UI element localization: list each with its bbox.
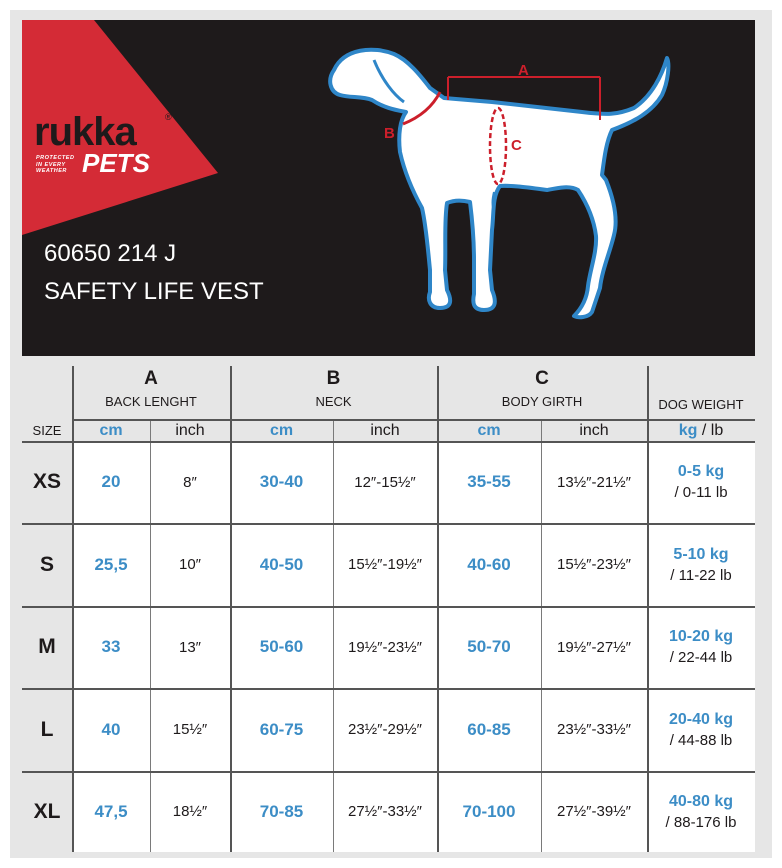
back-length-inch-value: 10″ <box>179 556 201 573</box>
size-cell-value: XL <box>33 799 61 823</box>
body-girth-cm-value: 70-100 <box>462 801 516 821</box>
size-header-text: SIZE <box>32 423 62 438</box>
measure-b-label: B <box>384 125 395 142</box>
col-b-letter <box>230 368 437 390</box>
col-c-unit-cm-text: cm <box>477 421 501 439</box>
body-girth-cm <box>437 606 541 688</box>
neck-inch <box>333 523 437 606</box>
weight-unit-kg: kg <box>678 421 698 439</box>
back-length-inch-value: 18½″ <box>172 803 208 820</box>
col-b-unit-in <box>333 420 437 441</box>
grid-line <box>647 366 649 852</box>
grid-line <box>150 420 151 852</box>
body-girth-inch-value: 15½″-23½″ <box>556 556 631 573</box>
neck-cm-value: 30-40 <box>259 472 304 491</box>
neck-inch <box>333 606 437 688</box>
back-length-cm-value: 40 <box>101 719 121 739</box>
col-a-unit-in-text: inch <box>175 421 205 439</box>
col-a-unit-cm <box>72 420 150 441</box>
product-code: 60650 214 J <box>44 240 177 267</box>
tagline-line-2: IN EVERY <box>36 161 66 168</box>
neck-inch <box>333 441 437 523</box>
weight-lb: / 88-176 lb <box>665 813 737 831</box>
product-name: SAFETY LIFE VEST <box>44 278 264 305</box>
size-cell <box>22 523 72 606</box>
col-b-name-text: NECK <box>315 393 352 409</box>
size-cell <box>22 606 72 688</box>
weight-unit-lb: lb <box>710 421 724 439</box>
dog-silhouette <box>330 50 668 317</box>
neck-cm <box>230 771 333 852</box>
neck-cm-value: 50-60 <box>259 637 304 656</box>
neck-cm-value: 70-85 <box>259 801 304 821</box>
grid-line <box>541 420 542 852</box>
weight-kg: 5-10 kg <box>673 545 729 563</box>
body-girth-inch <box>541 606 647 688</box>
neck-cm <box>230 441 333 523</box>
body-girth-inch <box>541 441 647 523</box>
size-cell-value: S <box>39 552 54 576</box>
back-length-cm <box>72 688 150 771</box>
back-length-cm <box>72 606 150 688</box>
dog-weight-cell <box>647 441 755 523</box>
col-a-letter-text: A <box>144 368 158 389</box>
back-length-cm-value: 20 <box>101 472 121 491</box>
back-length-inch-value: 13″ <box>179 638 201 656</box>
col-a-unit-in <box>150 420 230 441</box>
body-girth-cm-value: 40-60 <box>467 554 511 574</box>
weight-kg: 0-5 kg <box>677 463 725 480</box>
body-girth-inch-value: 27½″-39½″ <box>556 803 631 820</box>
dog-weight-cell <box>647 771 755 852</box>
back-length-inch-value: 8″ <box>183 473 197 491</box>
grid-line <box>72 419 755 421</box>
size-cell <box>22 771 72 852</box>
back-length-cm <box>72 441 150 523</box>
logo-pets: PETS <box>82 148 150 178</box>
measure-c-label: C <box>511 137 522 154</box>
measure-a-label: A <box>518 62 529 79</box>
col-c-letter-text: C <box>535 368 549 389</box>
body-girth-cm <box>437 523 541 606</box>
neck-cm <box>230 523 333 606</box>
col-a-letter <box>72 368 230 390</box>
size-cell <box>22 441 72 523</box>
neck-inch-value: 12″-15½″ <box>354 473 416 491</box>
tagline-line-3: WEATHER <box>36 168 67 174</box>
neck-inch-value: 23½″-29½″ <box>347 721 422 738</box>
weight-lb: / 0-11 lb <box>674 484 728 501</box>
col-c-name-text: BODY GIRTH <box>501 393 583 409</box>
col-c-unit-cm <box>437 420 541 441</box>
neck-cm-value: 60-75 <box>259 719 304 739</box>
size-cell-value: L <box>40 717 54 741</box>
grid-line <box>22 523 755 525</box>
logo-wordmark: rukka <box>34 110 136 154</box>
col-b-name <box>230 392 437 410</box>
grid-line <box>22 771 755 773</box>
size-table <box>22 366 755 852</box>
grid-line <box>230 366 232 852</box>
back-length-inch <box>150 441 230 523</box>
weight-kg: 20-40 kg <box>668 710 734 728</box>
weight-header <box>647 394 755 414</box>
grid-line <box>72 366 74 852</box>
weight-lb: / 22-44 lb <box>669 649 733 666</box>
size-cell <box>22 688 72 771</box>
body-girth-cm <box>437 688 541 771</box>
col-a-name-text: BACK LENGHT <box>105 393 197 409</box>
back-length-inch <box>150 688 230 771</box>
grid-line <box>437 366 439 852</box>
col-c-name <box>437 392 647 410</box>
weight-kg: 10-20 kg <box>668 628 734 645</box>
col-a-unit-cm-text: cm <box>99 421 123 439</box>
neck-cm-value: 40-50 <box>259 554 304 574</box>
dog-weight-cell <box>647 688 755 771</box>
body-girth-inch <box>541 771 647 852</box>
neck-inch-value: 27½″-33½″ <box>347 803 422 820</box>
back-length-cm <box>72 771 150 852</box>
body-girth-inch-value: 13½″-21½″ <box>556 473 631 491</box>
body-girth-inch <box>541 523 647 606</box>
grid-line <box>22 441 755 443</box>
col-b-unit-in-text: inch <box>370 421 400 439</box>
grid-line <box>333 420 334 852</box>
col-c-unit-in-text: inch <box>579 421 609 439</box>
body-girth-cm-value: 50-70 <box>467 637 511 656</box>
neck-inch-value: 15½″-19½″ <box>347 556 422 573</box>
back-length-cm <box>72 523 150 606</box>
back-length-inch <box>150 771 230 852</box>
grid-line <box>22 688 755 690</box>
back-length-inch <box>150 523 230 606</box>
body-girth-inch-value: 19½″-27½″ <box>556 638 631 656</box>
product-header <box>22 20 755 356</box>
weight-kg: 40-80 kg <box>668 792 734 810</box>
dog-weight-cell <box>647 523 755 606</box>
back-length-cm-value: 25,5 <box>94 554 128 574</box>
back-length-cm-value: 47,5 <box>94 801 128 821</box>
col-b-unit-cm <box>230 420 333 441</box>
body-girth-cm <box>437 441 541 523</box>
weight-header-text: DOG WEIGHT <box>658 396 744 412</box>
registered-mark: ® <box>165 112 172 122</box>
dog-weight-cell <box>647 606 755 688</box>
neck-cm <box>230 688 333 771</box>
body-girth-inch-value: 23½″-33½″ <box>556 721 631 738</box>
size-cell-value: XS <box>32 470 61 493</box>
weight-lb: / 11-22 lb <box>670 566 732 584</box>
size-cell-value: M <box>38 635 56 658</box>
tagline-line-1: PROTECTED <box>36 155 75 161</box>
body-girth-cm-value: 60-85 <box>467 719 511 739</box>
neck-inch-value: 19½″-23½″ <box>347 638 422 656</box>
back-length-cm-value: 33 <box>101 637 121 656</box>
size-header <box>22 420 72 441</box>
body-girth-inch <box>541 688 647 771</box>
weight-unit-sep: / <box>697 421 711 439</box>
dog-measurement-diagram <box>22 20 755 356</box>
col-c-unit-in <box>541 420 647 441</box>
body-girth-cm-value: 35-55 <box>467 472 511 491</box>
neck-inch <box>333 688 437 771</box>
back-length-inch-value: 15½″ <box>172 721 208 738</box>
neck-inch <box>333 771 437 852</box>
neck-cm <box>230 606 333 688</box>
body-girth-cm <box>437 771 541 852</box>
col-b-unit-cm-text: cm <box>269 421 294 439</box>
col-a-name <box>72 392 230 410</box>
col-c-letter <box>437 368 647 390</box>
weight-unit <box>647 420 755 441</box>
col-b-letter-text: B <box>326 368 341 389</box>
grid-line <box>22 606 755 608</box>
weight-lb: / 44-88 lb <box>669 731 733 749</box>
back-length-inch <box>150 606 230 688</box>
